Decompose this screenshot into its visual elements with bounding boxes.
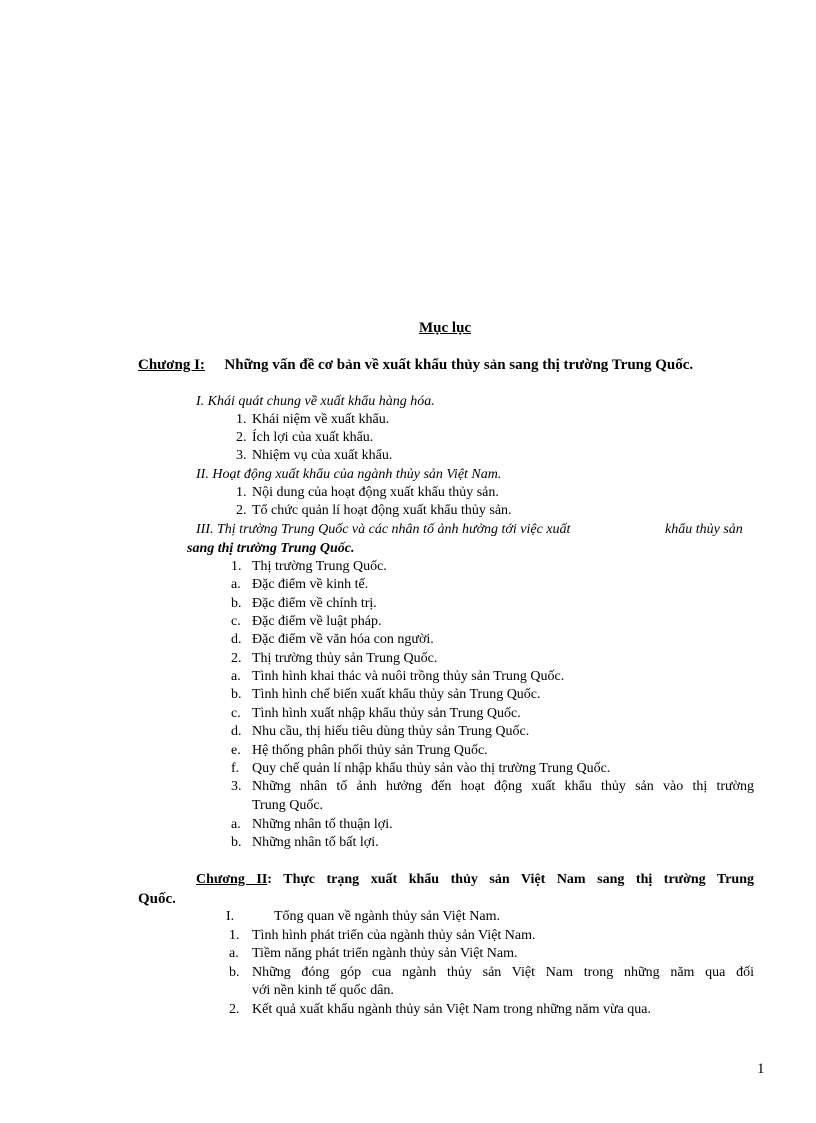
chapter-1-title: Những vấn đề cơ bản về xuất khẩu thủy sản sang thị trường Trung Quốc. bbox=[224, 357, 694, 373]
list-item: Đặc điểm về luật pháp. bbox=[252, 614, 382, 629]
chapter-2-label: Chương II bbox=[196, 872, 268, 887]
section-text: Thị trường Trung Quốc và các nhân tố ảnh hưởng tới việc xuất bbox=[217, 522, 571, 537]
chapter-1-heading bbox=[138, 356, 693, 374]
list-item: Đặc điểm về chính trị. bbox=[252, 596, 377, 611]
list-item: Thị trường Trung Quốc. bbox=[252, 559, 387, 574]
chapter-1-label: Chương I: bbox=[138, 357, 205, 373]
list-item: Kết quả xuất khẩu ngành thủy sản Việt Nam trong những năm vừa qua. bbox=[252, 1002, 651, 1017]
list-item: Nội dung của hoạt động xuất khẩu thủy sản. bbox=[252, 485, 499, 500]
list-item: Ích lợi của xuất khẩu. bbox=[252, 430, 374, 445]
list-marker: 2. bbox=[229, 1002, 240, 1017]
page-title: Mục lục bbox=[419, 320, 472, 336]
list-marker: b. bbox=[231, 596, 242, 611]
section-heading bbox=[196, 393, 435, 411]
list-item: Tổ chức quản lí hoạt động xuất khẩu thủy sản. bbox=[252, 503, 512, 518]
section-text: Tổng quan về ngành thủy sản Việt Nam. bbox=[274, 909, 500, 924]
list-item: Những nhân tố ảnh hưởng đến hoạt động xuất khẩu thủy sản vào thị trường bbox=[252, 779, 754, 794]
list-item: Những nhân tố thuận lợi. bbox=[252, 817, 393, 832]
list-item-continuation: Trung Quốc. bbox=[252, 798, 324, 813]
list-marker: 2. bbox=[236, 430, 247, 445]
list-marker: f. bbox=[231, 761, 240, 776]
list-marker: a. bbox=[231, 817, 241, 832]
list-marker: 3. bbox=[236, 448, 247, 463]
list-item: Nhiệm vụ của xuất khẩu. bbox=[252, 448, 393, 463]
list-marker: d. bbox=[231, 632, 242, 647]
chapter-2-heading bbox=[196, 871, 754, 889]
section-text-continuation: sang thị trường Trung Quốc. bbox=[187, 541, 355, 556]
list-item: Đặc điểm về văn hóa con người. bbox=[252, 632, 434, 647]
list-marker: d. bbox=[231, 724, 242, 739]
list-item: Tiềm năng phát triển ngành thủy sản Việt Nam. bbox=[252, 946, 518, 961]
section-text: Hoạt động xuất khẩu của ngành thủy sản Việt Nam. bbox=[212, 467, 502, 482]
list-item: Những nhân tố bất lợi. bbox=[252, 835, 379, 850]
section-numeral: II. bbox=[196, 467, 209, 482]
list-marker: b. bbox=[231, 835, 242, 850]
list-item: Nhu cầu, thị hiếu tiêu dùng thủy sản Trung Quốc. bbox=[252, 724, 530, 739]
list-marker: c. bbox=[231, 706, 241, 721]
list-item: Tình hình phát triển của ngành thủy sản Việt Nam. bbox=[252, 928, 536, 943]
list-marker: 3. bbox=[231, 779, 242, 794]
list-item: Thị trường thủy sản Trung Quốc. bbox=[252, 651, 438, 666]
section-numeral: I. bbox=[196, 394, 205, 409]
list-item: Quy chế quản lí nhập khẩu thủy sản vào thị trường Trung Quốc. bbox=[252, 761, 611, 776]
section-text: Khái quát chung về xuất khẩu hàng hóa. bbox=[207, 394, 435, 409]
list-marker: b. bbox=[229, 965, 240, 980]
chapter-2-heading-continuation: Quốc. bbox=[138, 891, 176, 907]
list-marker: e. bbox=[231, 743, 241, 758]
list-marker: c. bbox=[231, 614, 241, 629]
section-numeral: I. bbox=[226, 909, 235, 924]
list-item: Hệ thống phân phối thủy sản Trung Quốc. bbox=[252, 743, 488, 758]
section-numeral: III. bbox=[196, 522, 214, 537]
section-text: khẩu thủy sản bbox=[665, 522, 743, 537]
list-marker: 2. bbox=[236, 503, 247, 518]
list-marker: a. bbox=[231, 577, 241, 592]
chapter-2-title: : Thực trạng xuất khẩu thủy sản Việt Nam sang thị trường Trung bbox=[267, 872, 754, 887]
list-item: Tình hình khai thác và nuôi trồng thủy sản Trung Quốc. bbox=[252, 669, 565, 684]
section-heading bbox=[196, 521, 570, 539]
list-item: Tình hình xuất nhập khẩu thủy sản Trung Quốc. bbox=[252, 706, 521, 721]
section-heading bbox=[196, 466, 501, 484]
list-marker: 1. bbox=[236, 485, 247, 500]
list-item: Tình hình chế biến xuất khẩu thủy sản Trung Quốc. bbox=[252, 687, 541, 702]
list-marker: 1. bbox=[229, 928, 240, 943]
list-marker: a. bbox=[231, 669, 241, 684]
list-marker: 1. bbox=[236, 412, 247, 427]
list-item: Khái niệm về xuất khẩu. bbox=[252, 412, 390, 427]
list-marker: b. bbox=[231, 687, 242, 702]
list-marker: 1. bbox=[231, 559, 242, 574]
page-number: 1 bbox=[757, 1061, 765, 1077]
list-marker: a. bbox=[229, 946, 239, 961]
list-item: Những đóng góp cua ngành thủy sản Việt Nam trong những năm qua đối bbox=[252, 965, 754, 980]
list-item: Đặc điểm về kinh tế. bbox=[252, 577, 369, 592]
list-item-continuation: với nền kinh tế quốc dân. bbox=[252, 983, 394, 998]
list-marker: 2. bbox=[231, 651, 242, 666]
